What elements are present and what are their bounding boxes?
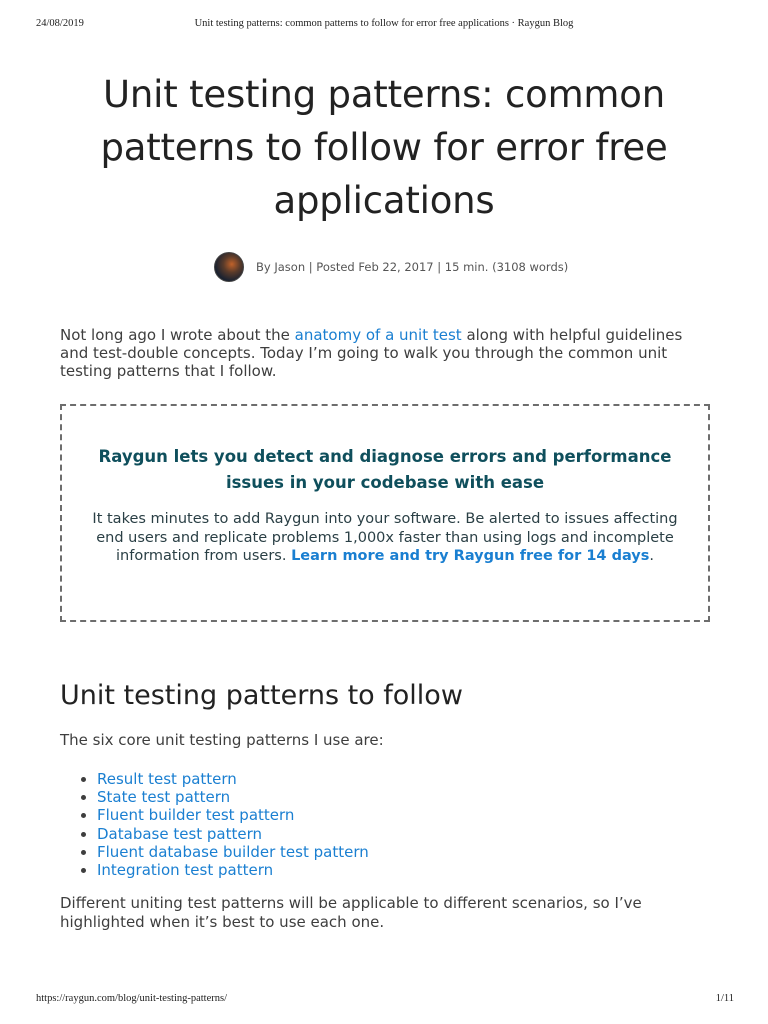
pattern-link-integration[interactable]: Integration test pattern <box>97 861 274 880</box>
article-meta <box>214 252 568 282</box>
author-avatar[interactable] <box>214 252 244 282</box>
cta-body-text: It takes minutes to add Raygun into your software. Be alerted to issues affecting end users and replicate problems 1,000x faster than using logs and incomplete information from users. <box>92 511 678 564</box>
cta-body-end: . <box>649 548 654 564</box>
list-item <box>97 825 747 843</box>
outro-paragraph: Different uniting test patterns will be applicable to different scenarios, so I’ve highlighted when it’s best to use each one. <box>60 894 642 931</box>
list-item <box>97 788 747 806</box>
list-item <box>97 770 747 788</box>
list-item <box>97 843 747 861</box>
intro-text-start: Not long ago I wrote about the <box>60 326 295 344</box>
anatomy-link[interactable]: anatomy of a unit test <box>294 326 462 344</box>
pattern-list <box>60 770 747 879</box>
cta-heading: Raygun lets you detect and diagnose errors and performance issues in your codebase with ease <box>98 447 672 492</box>
page-number: 1/11 <box>715 993 734 1004</box>
intro-text-end: along with helpful guidelines and test-double concepts. Today I’m going to walk you through the common unit testing patterns that I follow. <box>60 326 683 380</box>
byline: By Jason | Posted Feb 22, 2017 | 15 min. (3108 words) <box>256 260 569 274</box>
list-item <box>97 806 747 824</box>
section-lead: The six core unit testing patterns I use are: <box>60 731 384 749</box>
pattern-link-database[interactable]: Database test pattern <box>97 824 263 843</box>
article-title: Unit testing patterns: common patterns to follow for error free applications <box>100 73 668 222</box>
list-item <box>97 861 747 879</box>
pattern-link-fluent-builder[interactable]: Fluent builder test pattern <box>97 806 295 825</box>
print-header <box>0 18 768 32</box>
pattern-link-state[interactable]: State test pattern <box>97 788 231 807</box>
intro-paragraph <box>60 326 710 380</box>
cta-trial-link[interactable]: Learn more and try Raygun free for 14 days <box>291 548 650 564</box>
cta-body <box>86 510 684 566</box>
print-footer <box>0 993 768 1007</box>
print-page-title: Unit testing patterns: common patterns to follow for error free applications · Raygun Blog <box>194 18 574 29</box>
raygun-cta-box <box>60 404 710 622</box>
print-date: 24/08/2019 <box>36 18 84 29</box>
pattern-link-result[interactable]: Result test pattern <box>97 770 237 788</box>
section-heading: Unit testing patterns to follow <box>60 680 463 711</box>
print-url: https://raygun.com/blog/unit-testing-patterns/ <box>36 993 228 1004</box>
pattern-link-fluent-database-builder[interactable]: Fluent database builder test pattern <box>97 842 369 861</box>
